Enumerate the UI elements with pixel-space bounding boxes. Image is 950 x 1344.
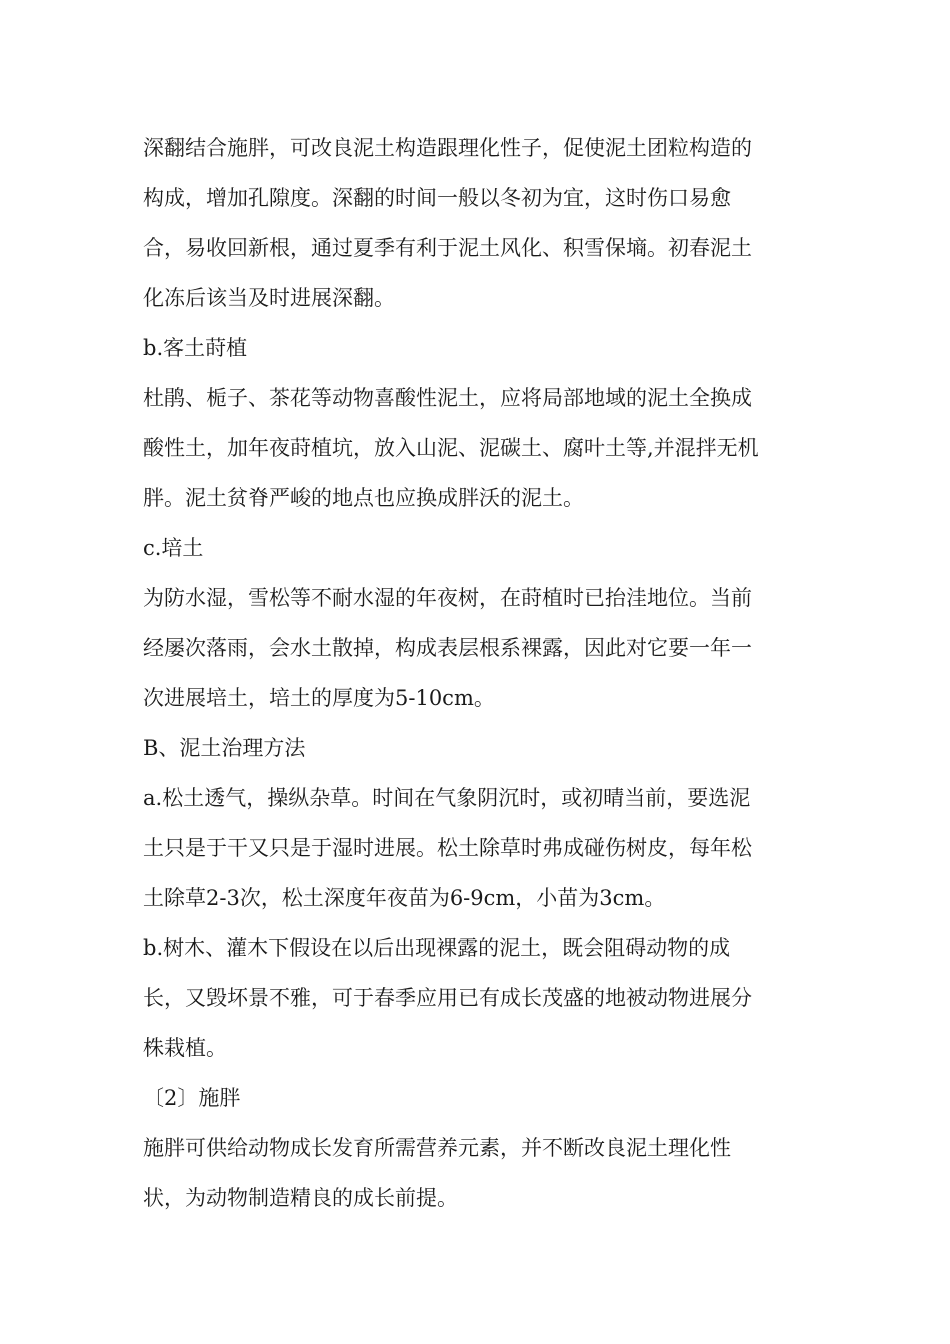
text-line: 化冻后该当及时进展深翻。 [143, 286, 395, 310]
subsection-heading: c.培土 [143, 536, 204, 560]
text-line: 株栽植。 [143, 1036, 227, 1060]
text-line: 杜鹃、栀子、茶花等动物喜酸性泥土，应将局部地域的泥土全换成 [143, 386, 752, 410]
section-heading: B、泥土治理方法 [143, 736, 306, 760]
text-line: 合，易收回新根，通过夏季有利于泥土风化、积雪保墒。初春泥土 [143, 236, 752, 260]
section-heading: 〔2〕施胖 [143, 1086, 241, 1110]
text-line: 状，为动物制造精良的成长前提。 [143, 1186, 458, 1210]
text-line: 深翻结合施胖，可改良泥土构造跟理化性子，促使泥土团粒构造的 [143, 136, 752, 160]
text-line: 土只是于干又只是于湿时进展。松土除草时弗成碰伤树皮，每年松 [143, 836, 752, 860]
text-line: b.树木、灌木下假设在以后出现裸露的泥土，既会阻碍动物的成 [143, 936, 731, 960]
text-line: 施胖可供给动物成长发育所需营养元素，并不断改良泥土理化性 [143, 1136, 731, 1160]
text-line: 土除草2-3次，松土深度年夜苗为6-9cm，小苗为3cm。 [143, 886, 666, 910]
text-line: 长，又毁坏景不雅，可于春季应用已有成长茂盛的地被动物进展分 [143, 986, 752, 1010]
text-line: 为防水湿，雪松等不耐水湿的年夜树，在莳植时已抬洼地位。当前 [143, 586, 752, 610]
subsection-heading: b.客土莳植 [143, 336, 248, 360]
text-line: 经屡次落雨，会水土散掉，构成表层根系裸露，因此对它要一年一 [143, 636, 752, 660]
text-line: 胖。泥土贫脊严峻的地点也应换成胖沃的泥土。 [143, 486, 584, 510]
text-line: 酸性土，加年夜莳植坑，放入山泥、泥碳土、腐叶土等,并混拌无机 [143, 436, 759, 460]
text-line: a.松土透气，操纵杂草。时间在气象阴沉时，或初晴当前，要选泥 [143, 786, 751, 810]
text-line: 构成，增加孔隙度。深翻的时间一般以冬初为宜，这时伤口易愈 [143, 186, 731, 210]
text-line: 次进展培土，培土的厚度为5-10cm。 [143, 686, 495, 710]
